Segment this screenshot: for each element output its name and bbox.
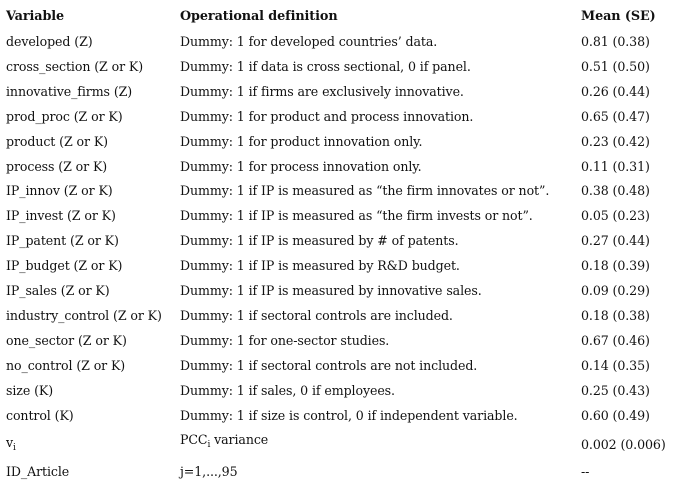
table-row — [0, 134, 681, 159]
variance-variable — [6, 435, 16, 451]
table-row — [0, 59, 681, 84]
cell-definition: Dummy: 1 for product innovation only. — [180, 133, 423, 149]
article-variable: ID_Article — [6, 464, 70, 479]
cell-definition: Dummy: 1 if IP is measured as “the firm innovates or not”. — [180, 183, 550, 199]
cell-variable: no_control (Z or K) — [6, 357, 126, 373]
cell-definition: Dummy: 1 if firms are exclusively innovative. — [180, 83, 464, 99]
variance-variable-sub: i — [13, 443, 16, 453]
cell-definition: Dummy: 1 if IP is measured by R&D budget. — [180, 258, 460, 274]
variance-definition-rest: variance — [210, 432, 269, 447]
cell-mean: 0.18 (0.39) — [581, 258, 650, 274]
table-row — [0, 233, 681, 258]
table-row — [0, 159, 681, 184]
cell-variable: one_sector (Z or K) — [6, 332, 127, 348]
cell-variable: control (K) — [6, 407, 74, 423]
cell-mean: 0.27 (0.44) — [581, 233, 650, 249]
cell-mean: 0.81 (0.38) — [581, 34, 650, 49]
table-row — [0, 109, 681, 134]
cell-mean: 0.14 (0.35) — [581, 357, 650, 373]
cell-variable: IP_budget (Z or K) — [6, 258, 123, 274]
cell-definition: Dummy: 1 for process innovation only. — [180, 158, 422, 174]
variance-mean: 0.002 (0.006) — [581, 437, 666, 452]
cell-definition: Dummy: 1 if IP is measured by innovative sales. — [180, 283, 482, 298]
variance-definition-sub: i — [207, 440, 211, 450]
cell-definition: Dummy: 1 if sales, 0 if employees. — [180, 382, 395, 398]
cell-variable: cross_section (Z or K) — [6, 58, 144, 74]
cell-definition: Dummy: 1 if IP is measured by # of patents. — [180, 233, 459, 249]
cell-variable: developed (Z) — [6, 34, 93, 49]
cell-variable: innovative_firms (Z) — [6, 83, 133, 99]
cell-variable: IP_innov (Z or K) — [6, 183, 113, 199]
cell-mean: 0.18 (0.38) — [581, 307, 650, 323]
cell-definition: Dummy: 1 for developed countries’ data. — [180, 34, 438, 49]
table-row — [0, 383, 681, 408]
table-row — [0, 258, 681, 283]
cell-mean: 0.51 (0.50) — [581, 58, 650, 74]
cell-definition: Dummy: 1 if sectoral controls are included. — [180, 307, 453, 323]
cell-definition: Dummy: 1 if sectoral controls are not included. — [180, 357, 478, 373]
cell-variable: IP_sales (Z or K) — [6, 283, 110, 298]
table-row — [0, 34, 681, 59]
header-definition: Operational definition — [180, 9, 338, 24]
cell-variable: IP_invest (Z or K) — [6, 208, 116, 224]
table-row — [0, 283, 681, 308]
article-definition: j=1,...,95 — [180, 464, 238, 479]
table-row — [0, 183, 681, 208]
cell-variable: product (Z or K) — [6, 133, 108, 149]
cell-definition: Dummy: 1 if size is control, 0 if independent variable. — [180, 407, 518, 423]
header-variable: Variable — [6, 9, 65, 24]
table-header — [0, 9, 681, 34]
cell-definition: Dummy: 1 for one-sector studies. — [180, 332, 390, 348]
cell-mean: 0.25 (0.43) — [581, 382, 650, 398]
cell-variable: industry_control (Z or K) — [6, 307, 162, 323]
cell-variable: size (K) — [6, 382, 54, 398]
variance-definition — [180, 432, 268, 448]
table-row — [0, 408, 681, 433]
cell-mean: 0.05 (0.23) — [581, 208, 650, 224]
table-row-variance — [0, 433, 681, 458]
table-row — [0, 333, 681, 358]
cell-variable: IP_patent (Z or K) — [6, 233, 119, 249]
table-row — [0, 84, 681, 109]
table-row — [0, 208, 681, 233]
variance-variable-base: v — [6, 435, 14, 450]
cell-definition: Dummy: 1 if data is cross sectional, 0 if panel. — [180, 58, 471, 74]
cell-mean: 0.26 (0.44) — [581, 83, 650, 99]
cell-mean: 0.11 (0.31) — [581, 158, 650, 174]
article-mean: -- — [581, 464, 590, 479]
cell-mean: 0.23 (0.42) — [581, 133, 650, 149]
cell-definition: Dummy: 1 if IP is measured as “the firm invests or not”. — [180, 208, 533, 224]
cell-variable: process (Z or K) — [6, 158, 108, 174]
header-mean: Mean (SE) — [581, 9, 656, 24]
cell-mean: 0.65 (0.47) — [581, 108, 650, 124]
table-row-article — [0, 464, 681, 489]
variance-definition-base: PCC — [180, 432, 208, 447]
cell-definition: Dummy: 1 for product and process innovation. — [180, 108, 474, 124]
cell-mean: 0.67 (0.46) — [581, 332, 650, 348]
cell-variable: prod_proc (Z or K) — [6, 108, 123, 124]
table-row — [0, 358, 681, 383]
table-row — [0, 308, 681, 333]
cell-mean: 0.09 (0.29) — [581, 283, 650, 298]
cell-mean: 0.38 (0.48) — [581, 183, 650, 199]
cell-mean: 0.60 (0.49) — [581, 407, 650, 423]
